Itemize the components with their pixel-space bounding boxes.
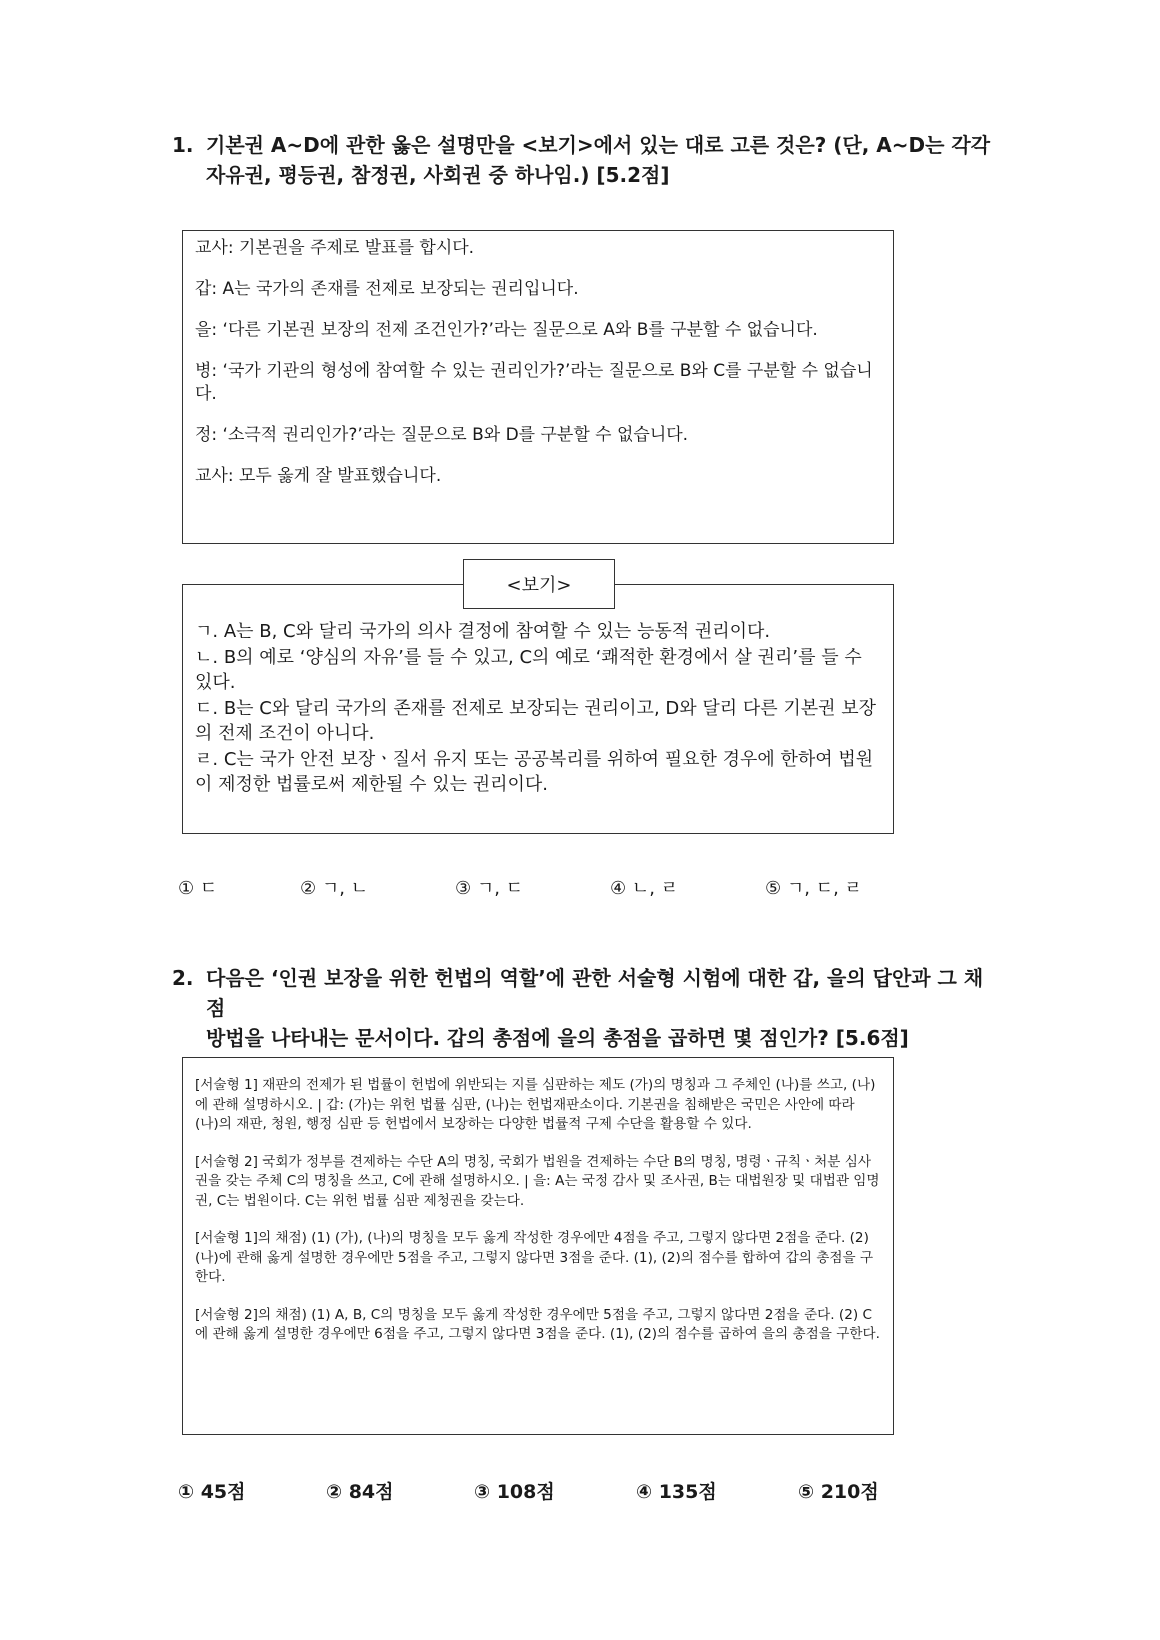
document-paragraph: [서술형 1] 재판의 전제가 된 법률이 헌법에 위반되는 지를 심판하는 제도 (가)의 명칭과 그 주체인 (나)를 쓰고, (나)에 관해 설명하시오. | 갑: (가)는 위헌 법률 심판, (나)는 헌법재판소이다. 기본권을 침해받은 국민은 사안에 따라 (나)의 재판, 청원, 행정 심판 등 헌법에서 보장하는 다양한 법률적 구제 수단을 활용할 수 있다. xyxy=(195,1077,876,1132)
answer-choice-4[interactable]: ④ 135점 xyxy=(636,1481,717,1503)
document-paragraph: [서술형 2] 국회가 정부를 견제하는 수단 A의 명칭, 국회가 법원을 견제하는 수단 B의 명칭, 명령ㆍ규칙ㆍ처분 심사권을 갖는 주체 C의 명칭을 쓰고, C에 관해 설명하시오. | 을: A는 국정 감사 및 조사권, B는 대법원장 및 대법관 임명권, C는 법원이다. C는 위헌 법률 심판 제청권을 갖는다. xyxy=(195,1153,880,1209)
dialogue-box xyxy=(182,230,894,544)
bogi-label: <보기> xyxy=(463,559,615,609)
question-number: 1. xyxy=(172,133,194,157)
answer-choice-2[interactable]: ② 84점 xyxy=(326,1481,394,1503)
exam-document-box xyxy=(182,1057,894,1435)
bogi-item: ㄹ. C는 국가 안전 보장ㆍ질서 유지 또는 공공복리를 위하여 필요한 경우에 한하여 법원이 제정한 법률로써 제한될 수 있는 권리이다. xyxy=(195,748,874,795)
answer-choice-5[interactable]: ⑤ ㄱ, ㄷ, ㄹ xyxy=(765,878,862,899)
dialogue-line: 교사: 모두 옳게 잘 발표했습니다. xyxy=(195,466,442,486)
question-number: 2. xyxy=(172,966,194,990)
answer-choice-3[interactable]: ③ ㄱ, ㄷ xyxy=(455,878,524,899)
answer-choice-4[interactable]: ④ ㄴ, ㄹ xyxy=(610,878,679,899)
answer-choice-1[interactable]: ① 45점 xyxy=(178,1481,246,1503)
dialogue-line: 교사: 기본권을 주제로 발표를 합시다. xyxy=(195,238,475,258)
answer-choice-2[interactable]: ② ㄱ, ㄴ xyxy=(300,878,369,899)
bogi-item: ㄱ. A는 B, C와 달리 국가의 의사 결정에 참여할 수 있는 능동적 권리이다. xyxy=(195,621,771,642)
answer-choices-1 xyxy=(178,874,918,900)
question-text-line: 기본권 A~D에 관한 옳은 설명만을 <보기>에서 있는 대로 고른 것은? (단, A~D는 각각 xyxy=(206,133,991,157)
question-text-line: 방법을 나타내는 문서이다. 갑의 총점에 을의 총점을 곱하면 몇 점인가? [5.6점] xyxy=(206,1026,909,1050)
document-paragraph: [서술형 2]의 채점) (1) A, B, C의 명칭을 모두 옳게 작성한 경우에만 5점을 주고, 그렇지 않다면 2점을 준다. (2) C에 관해 옳게 설명한 경우에만 6점을 주고, 그렇지 않다면 3점을 준다. (1), (2)의 점수를 곱하여 을의 총점을 구한다. xyxy=(195,1306,880,1342)
bogi-box xyxy=(182,584,894,834)
question-text-line: 다음은 ‘인권 보장을 위한 헌법의 역할’에 관한 서술형 시험에 대한 갑, 을의 답안과 그 채점 xyxy=(206,966,984,1020)
dialogue-line: 정: ‘소극적 권리인가?’라는 질문으로 B와 D를 구분할 수 없습니다. xyxy=(195,425,689,445)
dialogue-line: 을: ‘다른 기본권 보장의 전제 조건인가?’라는 질문으로 A와 B를 구분할 수 없습니다. xyxy=(195,320,818,340)
dialogue-line: 갑: A는 국가의 존재를 전제로 보장되는 권리입니다. xyxy=(195,279,579,299)
answer-choice-3[interactable]: ③ 108점 xyxy=(474,1481,555,1503)
question-1-title xyxy=(172,130,1002,190)
bogi-item: ㄷ. B는 C와 달리 국가의 존재를 전제로 보장되는 권리이고, D와 달리 다른 기본권 보장의 전제 조건이 아니다. xyxy=(195,697,877,744)
dialogue-line: 병: ‘국가 기관의 형성에 참여할 수 있는 권리인가?’라는 질문으로 B와 C를 구분할 수 없습니다. xyxy=(195,361,873,404)
question-text-line: 자유권, 평등권, 참정권, 사회권 중 하나임.) [5.2점] xyxy=(206,163,670,187)
answer-choice-5[interactable]: ⑤ 210점 xyxy=(798,1481,879,1503)
bogi-item: ㄴ. B의 예로 ‘양심의 자유’를 들 수 있고, C의 예로 ‘쾌적한 환경에서 살 권리’를 들 수 있다. xyxy=(195,646,862,693)
answer-choice-1[interactable]: ① ㄷ xyxy=(178,878,218,899)
question-2-title xyxy=(172,963,1002,1053)
answer-choices-2 xyxy=(178,1477,918,1504)
document-paragraph: [서술형 1]의 채점) (1) (가), (나)의 명칭을 모두 옳게 작성한 경우에만 4점을 주고, 그렇지 않다면 2점을 준다. (2) (나)에 관해 옳게 설명한 경우에만 5점을 주고, 그렇지 않다면 3점을 준다. (1), (2)의 점수를 합하여 갑의 총점을 구한다. xyxy=(195,1230,874,1285)
